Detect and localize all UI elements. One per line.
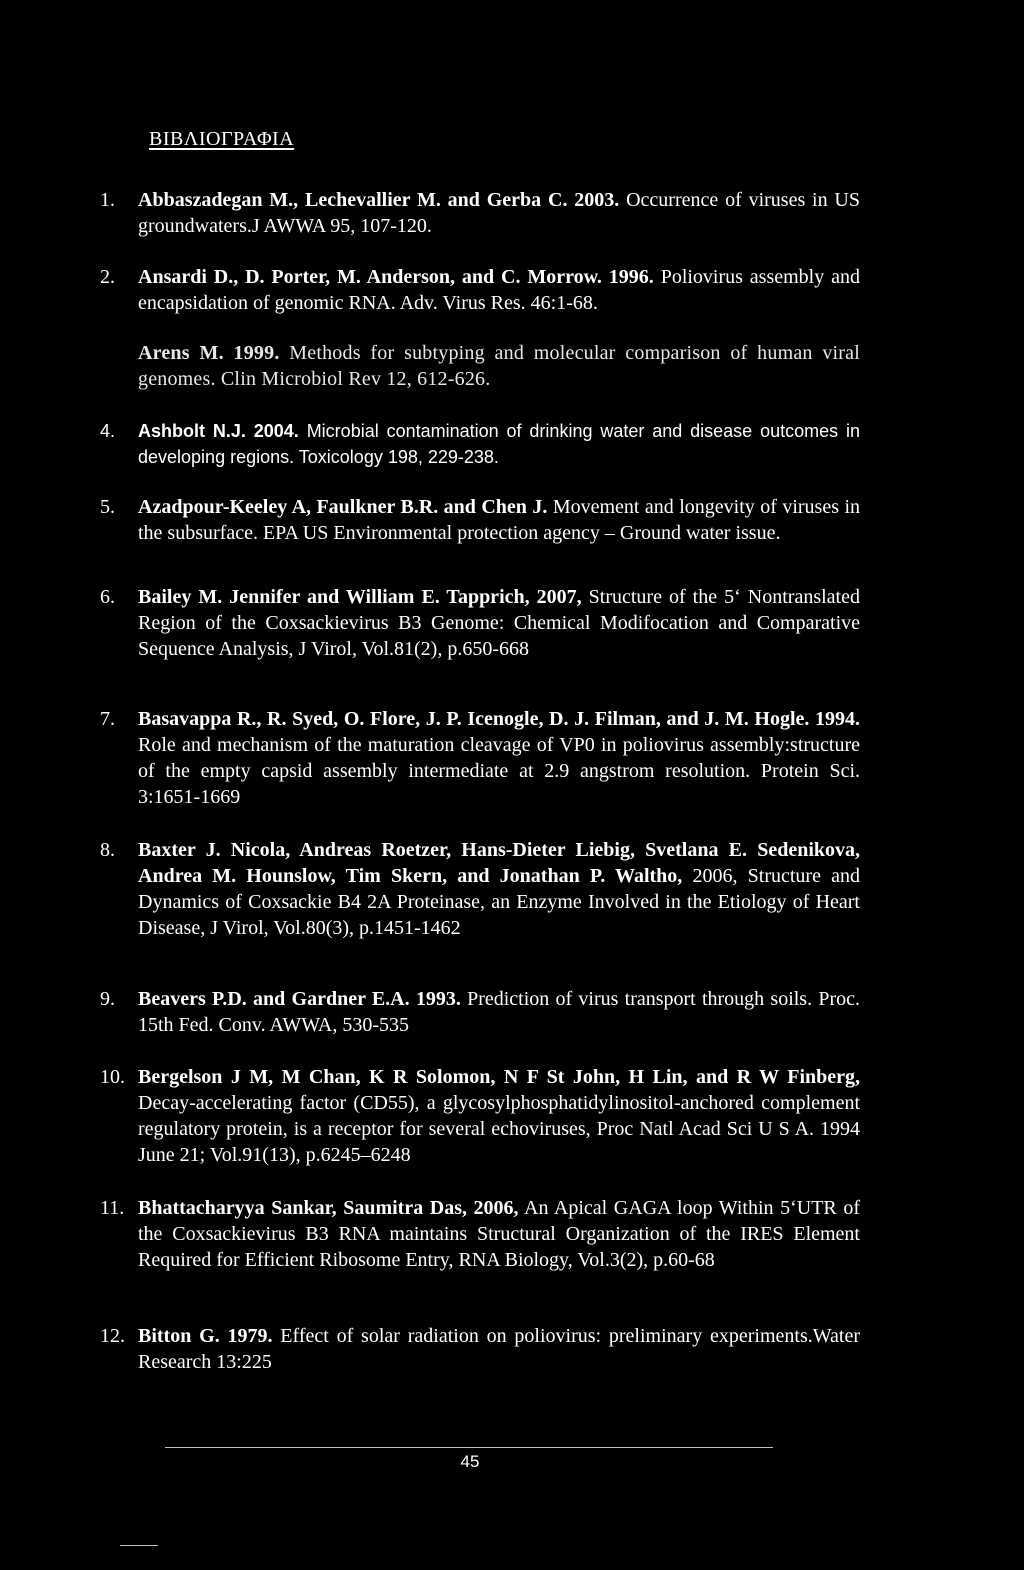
footer-divider [165, 1447, 773, 1448]
reference-number: 4. [100, 421, 116, 441]
reference-authors: Bhattacharyya Sankar, Saumitra Das, 2006, [138, 1197, 519, 1219]
reference-text: Decay-accelerating factor (CD55), a glycosylphosphatidylinositol-anchored complement regulatory protein, is a receptor for several echoviruses, Proc Natl Acad Sci U S A. 1994 June 21; Vol.91(13), p.6245–6248 [138, 1092, 860, 1166]
reference-item [100, 494, 860, 546]
scan-mark [120, 1545, 158, 1546]
page-number: 45 [460, 1452, 480, 1471]
reference-authors: Abbaszadegan M., Lechevallier M. and Gerba C. 2003. [138, 189, 620, 211]
reference-text: Poliovirus assembly and encapsidation of genomic RNA. Adv. Virus Res. 46:1-68. [138, 266, 861, 314]
reference-number: 6. [100, 586, 115, 608]
reference-text: Role and mechanism of the maturation cleavage of VP0 in poliovirus assembly:structure of the empty capsid assembly intermediate at 2.9 angstrom resolution. Protein Sci. 3:1651-1669 [138, 734, 860, 808]
reference-authors: Ashbolt N.J. 2004. [138, 421, 299, 441]
reference-text: Movement and longevity of viruses in the subsurface. EPA US Environmental protection agency – Ground water issue. [138, 496, 860, 544]
reference-authors: Basavappa R., R. Syed, O. Flore, J. P. Icenogle, D. J. Filman, and J. M. Hogle. 1994. [138, 708, 860, 730]
reference-authors: Arens M. 1999. [138, 342, 280, 364]
bibliography-heading: ΒΙΒΛΙΟΓΡΑΦΙΑ [149, 128, 295, 150]
reference-item [100, 264, 860, 316]
reference-number: 5. [100, 496, 115, 518]
reference-item [100, 418, 860, 470]
reference-item [100, 1195, 860, 1273]
reference-authors: Beavers P.D. and Gardner E.A. 1993. [138, 988, 461, 1010]
reference-item [100, 584, 860, 662]
reference-number: 10. [100, 1066, 125, 1088]
reference-number: 1. [100, 189, 115, 211]
reference-number: 11. [100, 1197, 125, 1219]
reference-authors: Baxter J. Nicola, Andreas Roetzer, Hans-Dieter Liebig, Svetlana E. Sedenikova, Andrea M. Hounslow, Tim Skern, and Jonathan P. Waltho, [138, 839, 860, 887]
reference-number: 12. [100, 1325, 125, 1347]
reference-number: 2. [100, 266, 115, 288]
reference-text: Microbial contamination of drinking water and disease outcomes in developing regions. Toxicology 198, 229-238. [138, 421, 860, 467]
reference-item [100, 837, 860, 941]
reference-text: Prediction of virus transport through soils. Proc. 15th Fed. Conv. AWWA, 530-535 [138, 988, 860, 1036]
reference-item [100, 706, 860, 810]
reference-item [100, 1064, 860, 1168]
reference-authors: Bailey M. Jennifer and William E. Tapprich, 2007, [138, 586, 582, 608]
reference-item [100, 340, 860, 392]
reference-authors: Bitton G. 1979. [138, 1325, 273, 1347]
reference-number: 8. [100, 839, 115, 861]
reference-text: An Apical GAGA loop Within 5‘UTR of the Coxsackievirus B3 RNA maintains Structural Organization of the IRES Element Required for Efficient Ribosome Entry, RNA Biology, Vol.3(2), p.60-68 [138, 1197, 860, 1271]
reference-number: 9. [100, 988, 115, 1010]
reference-text: 2006, Structure and Dynamics of Coxsackie B4 2A Proteinase, an Enzyme Involved in the Etiology of Heart Disease, J Virol, Vol.80(3), p.1451-1462 [138, 865, 860, 939]
reference-item [100, 1323, 860, 1375]
reference-authors: Bergelson J M, M Chan, K R Solomon, N F St John, H Lin, and R W Finberg, [138, 1066, 860, 1088]
reference-number: 7. [100, 708, 115, 730]
reference-text: Occurrence of viruses in US groundwaters.J AWWA 95, 107-120. [138, 189, 860, 237]
reference-text: Methods for subtyping and molecular comparison of human viral genomes. Clin Microbiol Rev 12, 612-626. [138, 342, 861, 390]
reference-text: Effect of solar radiation on poliovirus: preliminary experiments.Water Research 13:225 [138, 1325, 860, 1373]
reference-authors: Ansardi D., D. Porter, M. Anderson, and C. Morrow. 1996. [138, 266, 654, 288]
reference-item [100, 187, 860, 239]
reference-text: Structure of the 5‘ Nontranslated Region of the Coxsackievirus B3 Genome: Chemical Modifocation and Comparative Sequence Analysis, J Virol, Vol.81(2), p.650-668 [138, 586, 860, 660]
reference-item [100, 986, 860, 1038]
reference-authors: Azadpour-Keeley A, Faulkner B.R. and Chen J. [138, 496, 548, 518]
